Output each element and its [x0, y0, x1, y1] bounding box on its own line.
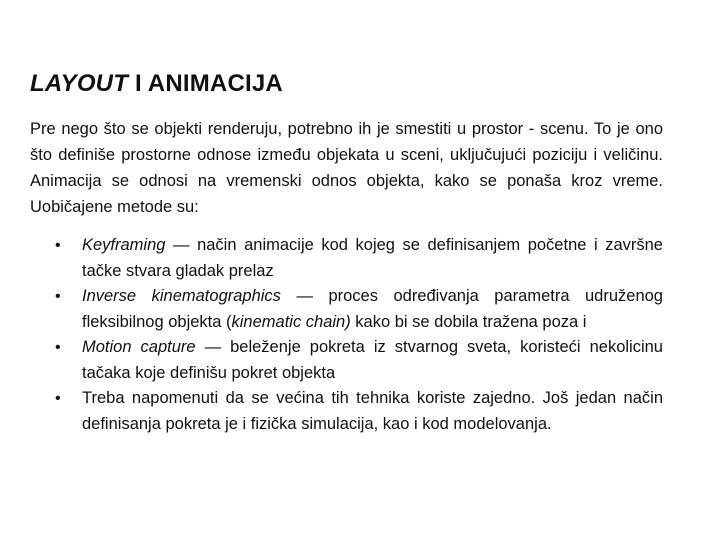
- bullet-text: — beleženje pokreta iz stvarnog sveta, koristeći nekolicinu tačaka koje definišu pokret objekta: [82, 338, 663, 382]
- page-title: [30, 70, 283, 98]
- list-item-keyframing: [0, 233, 663, 284]
- methods-list: [0, 233, 720, 437]
- bullet-icon: •: [55, 237, 61, 254]
- bullet-term: Motion capture: [82, 338, 196, 356]
- bullet-term: Keyframing: [82, 236, 166, 254]
- list-item-note: [0, 386, 663, 437]
- bullet-icon: •: [55, 339, 61, 356]
- bullet-icon: •: [55, 288, 61, 305]
- list-item-inverse-kinematics: [0, 284, 663, 335]
- bullet-icon: •: [55, 390, 61, 407]
- bullet-term-secondary: kinematic chain): [231, 312, 351, 331]
- bullet-term: Inverse kinematographics: [82, 287, 281, 305]
- bullet-text-secondary: kako bi se dobila tražena poza i: [350, 312, 587, 331]
- bullet-text: — proces određivanja parametra udruženog fleksibilnog objekta (: [82, 287, 663, 331]
- bullet-text: — način animacije kod kojeg se definisanjem početne i završne tačke stvara gladak prelaz: [82, 236, 663, 280]
- bullet-text: Treba napomenuti da se većina tih tehnika koriste zajedno. Još jedan način definisanja pokreta je i fizička simulacija, kao i kod modelovanja.: [82, 389, 663, 433]
- title-rest: I ANIMACIJA: [128, 70, 283, 97]
- list-item-motion-capture: [0, 335, 663, 386]
- title-italic-part: LAYOUT: [30, 70, 129, 97]
- intro-paragraph: Pre nego što se objekti renderuju, potrebno ih je smestiti u prostor - scenu. To je ono što definiše prostorne odnose između objekata u sceni, uključujući poziciju i veličinu. Animacija se odnosi na vremenski odnos objekta, kako se ponaša kroz vreme. Uobičajene metode su:: [30, 120, 663, 216]
